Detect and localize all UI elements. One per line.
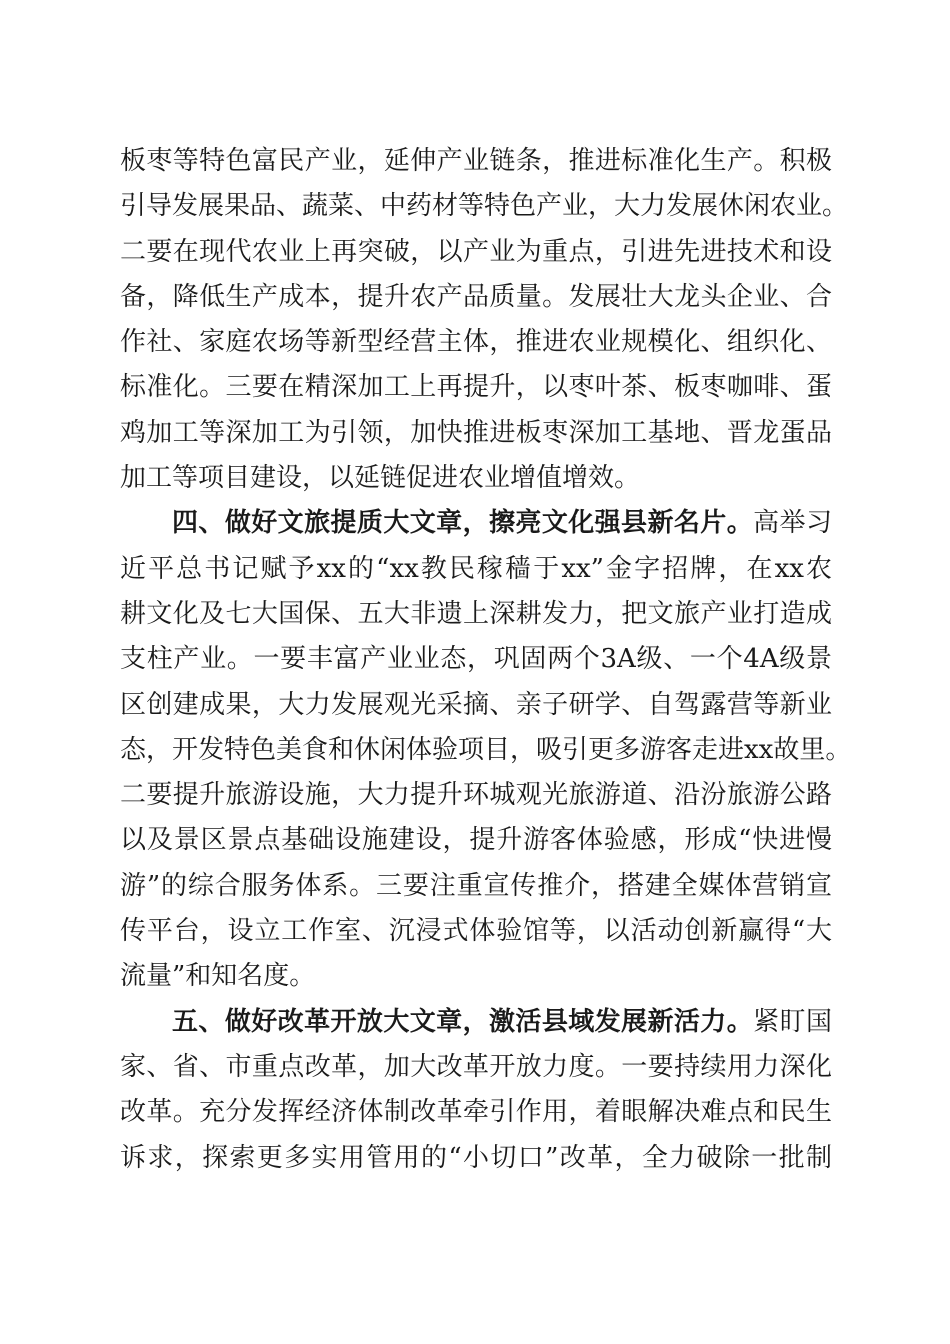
text-line: 二要提升旅游设施，大力提升环城观光旅游道、沿汾旅游公路 bbox=[120, 780, 832, 811]
text-line: 家、省、市重点改革，加大改革开放力度。一要持续用力深化 bbox=[120, 1051, 832, 1082]
text-line: 备，降低生产成本，提升农产品质量。发展壮大龙头企业、合 bbox=[120, 281, 832, 312]
text-line: 引导发展果品、蔬菜、中药材等特色产业，大力发展休闲农业。 bbox=[120, 191, 849, 222]
section-four-first-line bbox=[120, 501, 832, 546]
text-line: 传平台，设立工作室、沉浸式体验馆等，以活动创新赢得“大 bbox=[120, 916, 832, 947]
text-line: 加工等项目建设，以延链促进农业增值增效。 bbox=[120, 463, 641, 494]
text-run: 高举习 bbox=[753, 508, 832, 539]
text-line: 流量”和知名度。 bbox=[120, 961, 316, 992]
text-line: 近平总书记赋予xx的“xx教民稼穑于xx”金字招牌，在xx农 bbox=[120, 553, 832, 584]
text-line: 鸡加工等深加工为引领，加快推进板枣深加工基地、晋龙蛋品 bbox=[120, 417, 832, 448]
text-line: 耕文化及七大国保、五大非遗上深耕发力，把文旅产业打造成 bbox=[120, 598, 832, 629]
section-five-first-line bbox=[120, 1000, 832, 1045]
text-line: 游”的综合服务体系。三要注重宣传推介，搭建全媒体营销宣 bbox=[120, 870, 832, 901]
text-line: 改革。充分发挥经济体制改革牵引作用，着眼解决难点和民生 bbox=[120, 1097, 832, 1128]
text-line: 板枣等特色富民产业，延伸产业链条，推进标准化生产。积极 bbox=[120, 146, 832, 176]
section-heading-five: 五、做好改革开放大文章，激活县域发展新活力。 bbox=[172, 1006, 754, 1037]
text-line: 诉求，探索更多实用管用的“小切口”改革，全力破除一批制 bbox=[120, 1142, 832, 1173]
text-line: 以及景区景点基础设施建设，提升游客体验感，形成“快进慢 bbox=[120, 825, 832, 856]
text-line: 态，开发特色美食和休闲体验项目，吸引更多游客走进xx故里。 bbox=[120, 734, 852, 765]
text-line: 标准化。三要在精深加工上再提升，以枣叶茶、板枣咖啡、蛋 bbox=[120, 372, 832, 403]
document-body bbox=[120, 139, 852, 1181]
text-line: 区创建成果，大力发展观光采摘、亲子研学、自驾露营等新业 bbox=[120, 689, 832, 720]
text-line: 作社、家庭农场等新型经营主体，推进农业规模化、组织化、 bbox=[120, 327, 832, 358]
text-run: 紧盯国 bbox=[753, 1006, 832, 1037]
text-line: 二要在现代农业上再突破，以产业为重点，引进先进技术和设 bbox=[120, 236, 832, 267]
section-heading-four: 四、做好文旅提质大文章，擦亮文化强县新名片。 bbox=[172, 508, 754, 539]
text-line: 支柱产业。一要丰富产业业态，巩固两个3A级、一个4A级景 bbox=[120, 644, 832, 675]
